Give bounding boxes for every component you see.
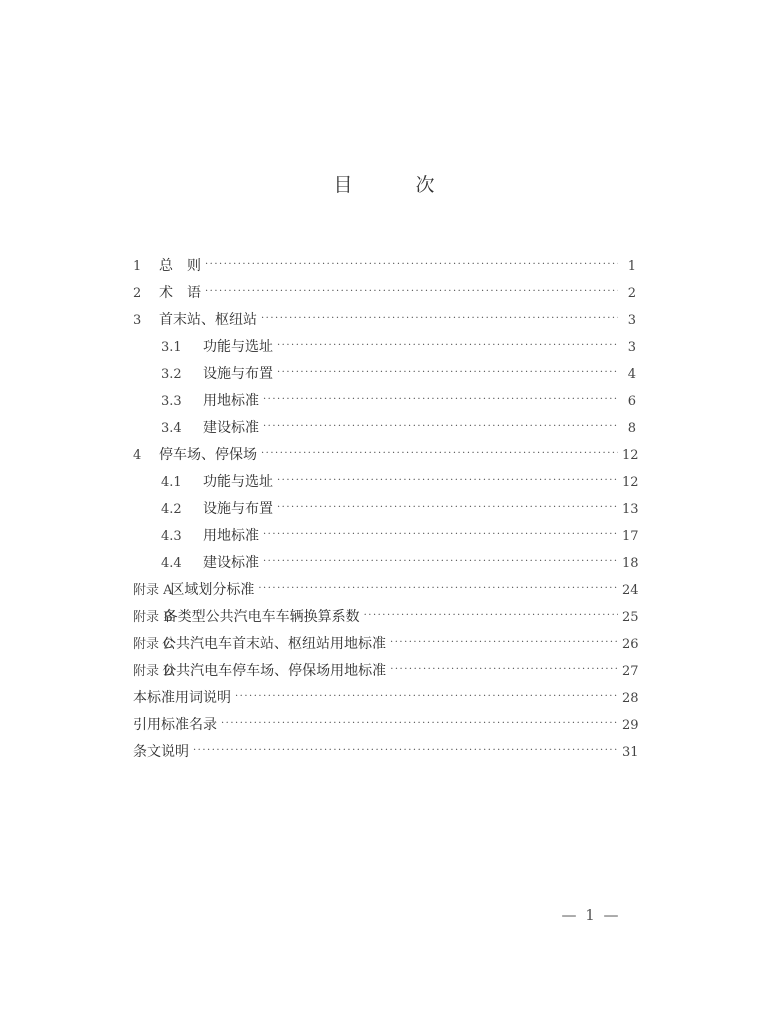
toc-subentry[interactable] — [133, 523, 639, 550]
toc-entry-page: 2 — [627, 286, 636, 301]
toc-entry-page: 12 — [622, 475, 639, 490]
toc-dot-leader — [205, 251, 618, 278]
toc-entry-page: 4 — [627, 367, 636, 382]
toc-dot-leader — [277, 332, 618, 359]
toc-entry-page: 28 — [622, 691, 639, 706]
toc-entry-number: 4.4 — [161, 556, 182, 571]
toc-entry-label: 各类型公共汽电车车辆换算系数 — [163, 609, 360, 625]
toc-entry-page: 3 — [627, 313, 636, 328]
toc-subentry[interactable] — [133, 415, 636, 442]
toc-subentry[interactable] — [133, 469, 639, 496]
toc-entry-label: 术 语 — [159, 285, 201, 301]
toc-entry-number: 3.1 — [161, 340, 182, 355]
toc-dot-leader — [277, 359, 618, 386]
toc-entry-label: 本标准用词说明 — [133, 690, 231, 706]
toc-dot-leader — [261, 440, 618, 467]
toc-entry-number: 1 — [133, 259, 142, 274]
toc-entry-label: 公共汽电车停车场、停保场用地标准 — [162, 663, 387, 679]
toc-entry-label: 建设标准 — [203, 420, 259, 436]
toc-dot-leader — [263, 386, 618, 413]
toc-entry-number: 4.3 — [161, 529, 182, 544]
toc-entry-number: 附录 A — [133, 583, 173, 598]
toc-dot-leader — [277, 467, 618, 494]
toc-entry-label: 设施与布置 — [203, 366, 273, 382]
toc-entry-number: 2 — [133, 286, 142, 301]
toc-entry-page: 25 — [622, 610, 639, 625]
toc-entry-number: 3.4 — [161, 421, 182, 436]
toc-dot-leader — [263, 413, 618, 440]
toc-dot-leader — [193, 737, 618, 764]
toc-dot-leader — [261, 305, 618, 332]
toc-entry-number: 4.2 — [161, 502, 182, 517]
toc-list — [133, 253, 639, 766]
toc-appendix-entry[interactable] — [133, 604, 639, 631]
toc-entry-label: 功能与选址 — [203, 474, 273, 490]
toc-entry-page: 8 — [627, 421, 636, 436]
toc-dot-leader — [263, 548, 618, 575]
toc-backmatter-entry[interactable] — [133, 712, 639, 739]
toc-backmatter-entry[interactable] — [133, 739, 639, 766]
toc-entry-page: 31 — [622, 745, 639, 760]
toc-subentry[interactable] — [133, 334, 636, 361]
toc-dot-leader — [205, 278, 618, 305]
toc-entry-label: 总 则 — [159, 258, 201, 274]
toc-entry-label: 引用标准名录 — [133, 717, 217, 733]
toc-subentry[interactable] — [133, 361, 636, 388]
toc-entry-label: 建设标准 — [203, 555, 259, 571]
toc-dot-leader — [364, 602, 618, 629]
toc-entry-number: 3 — [133, 313, 142, 328]
toc-backmatter-entry[interactable] — [133, 685, 639, 712]
toc-appendix-entry[interactable] — [133, 631, 639, 658]
toc-entry-label: 用地标准 — [203, 393, 259, 409]
toc-entry-page: 18 — [622, 556, 639, 571]
toc-entry-number: 附录 C — [133, 637, 174, 652]
toc-entry-number: 4 — [133, 448, 142, 463]
toc-entry-label: 首末站、枢纽站 — [159, 312, 257, 328]
toc-entry-page: 27 — [622, 664, 639, 679]
toc-dot-leader — [235, 683, 618, 710]
toc-entry[interactable] — [133, 280, 636, 307]
toc-entry-label: 功能与选址 — [203, 339, 273, 355]
toc-entry-number: 3.2 — [161, 367, 182, 382]
toc-entry-page: 24 — [622, 583, 639, 598]
toc-entry[interactable] — [133, 442, 639, 469]
toc-entry-number: 附录 B — [133, 610, 173, 625]
toc-entry[interactable] — [133, 253, 636, 280]
toc-entry-page: 6 — [627, 394, 636, 409]
toc-entry-page: 12 — [622, 448, 639, 463]
toc-entry-page: 3 — [627, 340, 636, 355]
toc-entry-page: 17 — [622, 529, 639, 544]
toc-dot-leader — [258, 575, 618, 602]
toc-appendix-entry[interactable] — [133, 658, 639, 685]
toc-subentry[interactable] — [133, 496, 639, 523]
toc-entry-number: 3.3 — [161, 394, 182, 409]
toc-entry-page: 13 — [622, 502, 639, 517]
toc-dot-leader — [390, 656, 618, 683]
toc-subentry[interactable] — [133, 388, 636, 415]
toc-entry-label: 停车场、停保场 — [159, 447, 257, 463]
page-number: — 1 — — [561, 906, 621, 924]
toc-dot-leader — [277, 494, 618, 521]
toc-entry-page: 29 — [622, 718, 639, 733]
toc-subentry[interactable] — [133, 550, 639, 577]
toc-title: 目 次 — [333, 174, 457, 196]
toc-dot-leader — [390, 629, 618, 656]
toc-entry-label: 设施与布置 — [203, 501, 273, 517]
toc-entry-label: 条文说明 — [133, 744, 189, 760]
toc-entry-label: 区域划分标准 — [170, 582, 255, 598]
toc-dot-leader — [221, 710, 618, 737]
toc-entry-number: 附录 D — [133, 664, 174, 679]
toc-entry-page: 26 — [622, 637, 639, 652]
toc-entry-number: 4.1 — [161, 475, 182, 490]
toc-dot-leader — [263, 521, 618, 548]
toc-entry-label: 用地标准 — [203, 528, 259, 544]
toc-appendix-entry[interactable] — [133, 577, 639, 604]
toc-entry-page: 1 — [627, 259, 636, 274]
toc-entry[interactable] — [133, 307, 636, 334]
toc-entry-label: 公共汽电车首末站、枢纽站用地标准 — [162, 636, 387, 652]
